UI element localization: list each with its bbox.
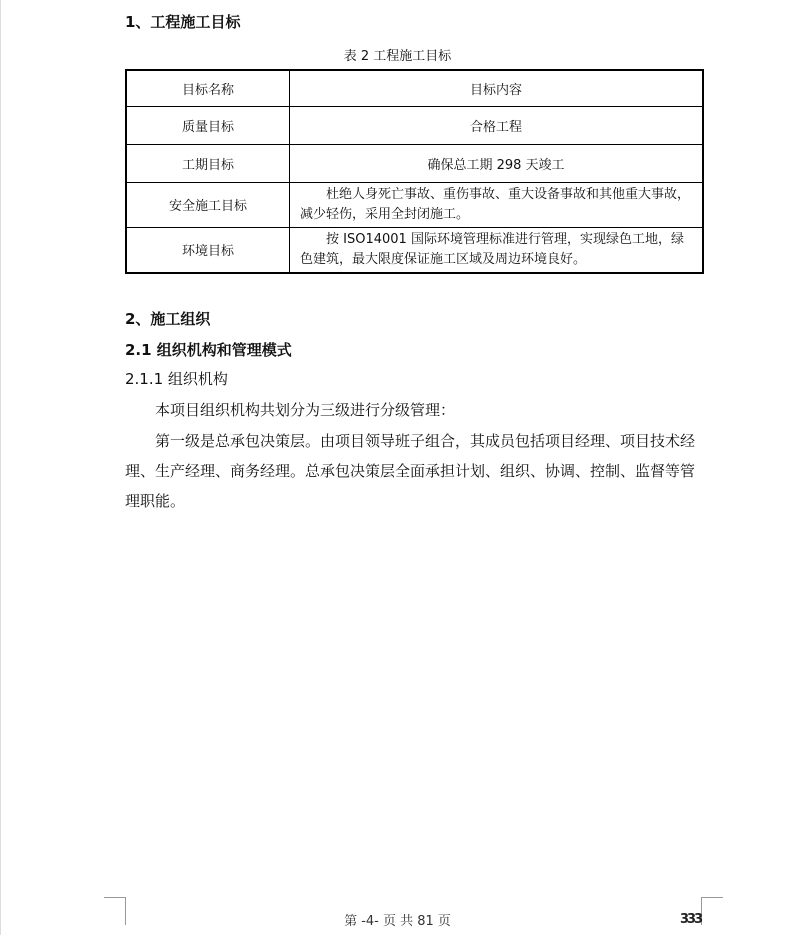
row-content-cell: 按 ISO14001 国际环境管理标准进行管理，实现绿色工地，绿色建筑，最大限度保证施工区域及周边环境良好。 xyxy=(290,227,704,273)
body-paragraph: 本项目组织机构共划分为三级进行分级管理： xyxy=(155,401,456,419)
table-row xyxy=(126,182,703,227)
row-name-cell: 工期目标 xyxy=(126,144,290,182)
body-paragraph: 第一级是总承包决策层。由项目领导班子组合，其成员包括项目经理、项目技术经理、生产经理、商务经理。总承包决策层全面承担计划、组织、协调、控制、监督等管理职能。 xyxy=(125,432,696,510)
section-2-heading: 2、施工组织 xyxy=(125,310,211,328)
table-header-row xyxy=(126,70,703,106)
header-content-cell: 目标内容 xyxy=(290,70,704,106)
goal-table xyxy=(125,69,704,274)
page-footer: 第 -4- 页 共 81 页 xyxy=(344,914,451,929)
section-1-heading: 1、工程施工目标 xyxy=(125,13,241,31)
crop-mark-right-h xyxy=(701,897,723,898)
row-content-cell: 确保总工期 298 天竣工 xyxy=(290,144,704,182)
table-row xyxy=(126,106,703,144)
row-name-cell: 质量目标 xyxy=(126,106,290,144)
table-row xyxy=(126,227,703,273)
row-content-cell: 杜绝人身死亡事故、重伤事故、重大设备事故和其他重大事故，减少轻伤，采用全封闭施工。 xyxy=(290,182,704,227)
footer-stamp: 333 xyxy=(680,912,702,927)
section-2-1-1-heading: 2.1.1 组织机构 xyxy=(125,370,228,388)
row-name-cell: 环境目标 xyxy=(126,227,290,273)
page-left-edge xyxy=(0,0,1,935)
crop-mark-left-h xyxy=(104,897,126,898)
row-content-cell: 合格工程 xyxy=(290,106,704,144)
section-2-1-heading: 2.1 组织机构和管理模式 xyxy=(125,341,292,359)
header-name-cell: 目标名称 xyxy=(126,70,290,106)
table-row xyxy=(126,144,703,182)
row-name-cell: 安全施工目标 xyxy=(126,182,290,227)
table-caption: 表 2 工程施工目标 xyxy=(343,49,452,64)
